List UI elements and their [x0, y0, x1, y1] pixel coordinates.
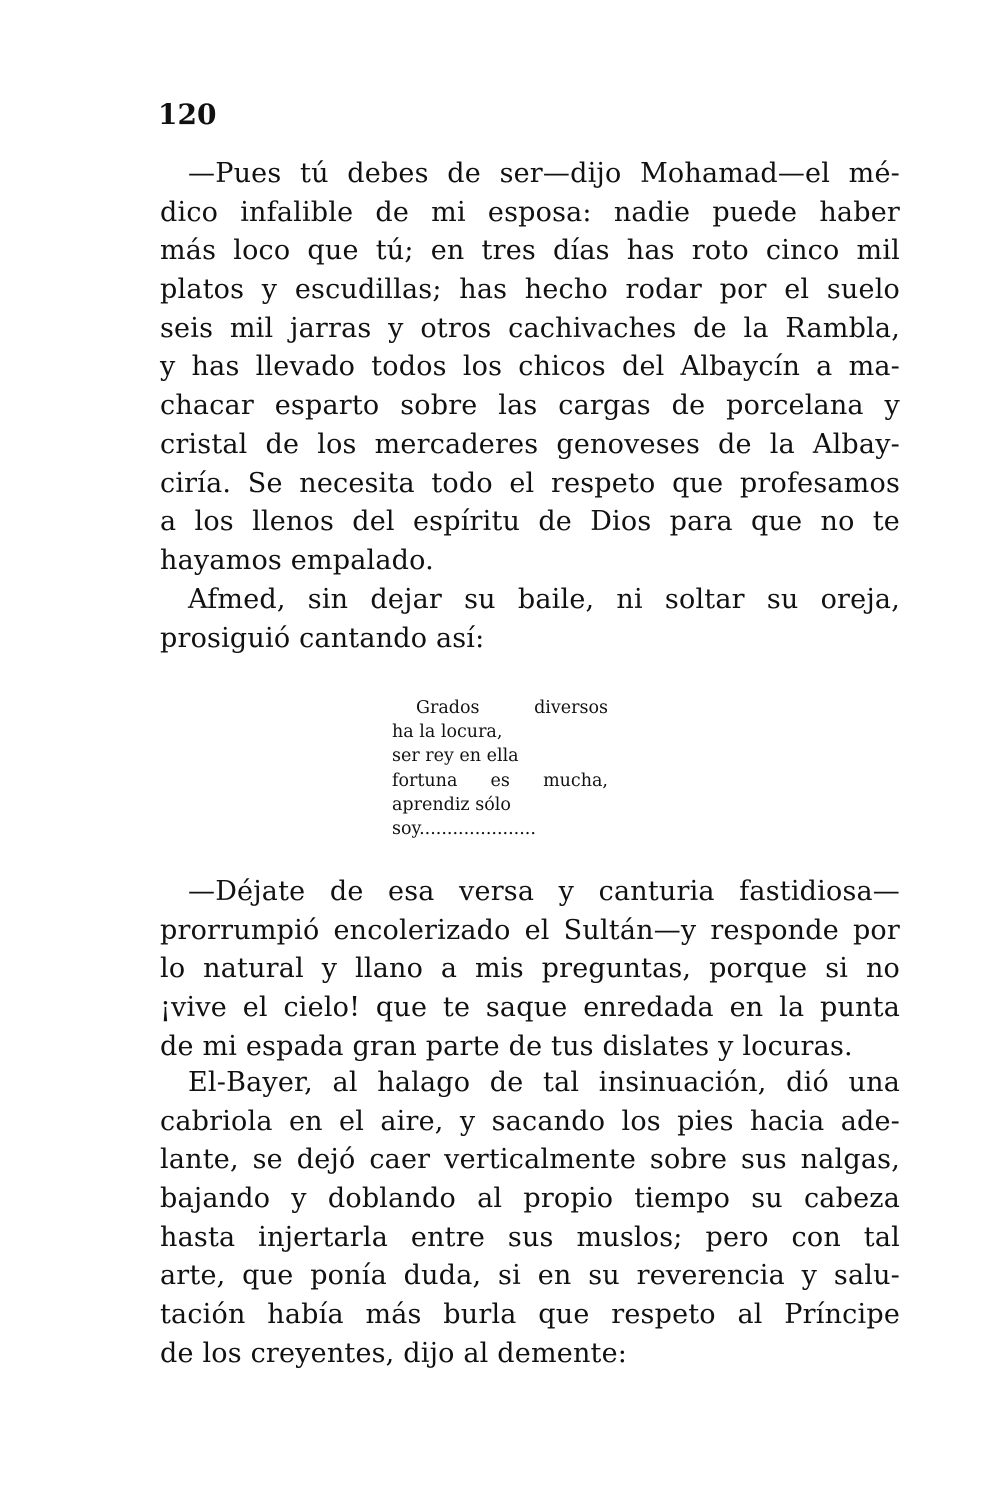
- text-line: a los llenos del espíritu de Dios para que no te: [160, 506, 900, 538]
- text-line: ciría. Se necesita todo el respeto que profesamos: [160, 467, 900, 499]
- text-line: platos y escudillas; has hecho rodar por el suelo: [160, 274, 900, 306]
- text-line: chacar esparto sobre las cargas de porcelana y: [160, 390, 900, 422]
- verse-line: Grados diversos: [416, 698, 608, 718]
- verse-line: fortuna es mucha,: [392, 770, 608, 791]
- text-line: arte, que ponía duda, si en su reverencia y salu-: [160, 1260, 900, 1292]
- verse-line: soy.....................: [392, 818, 536, 839]
- paragraph-mohamad: [160, 155, 900, 581]
- text-line: prorrumpió encolerizado el Sultán—y responde por: [160, 914, 900, 946]
- text-line: hasta injertarla entre sus muslos; pero con tal: [160, 1221, 900, 1253]
- paragraph-el-bayer: [160, 1064, 900, 1374]
- text-line: de los creyentes, dijo al demente:: [160, 1337, 628, 1369]
- text-line: prosiguió cantando así:: [160, 622, 485, 654]
- text-line: El-Bayer, al halago de tal insinuación, dió una: [188, 1067, 900, 1098]
- text-line: —Pues tú debes de ser—dijo Mohamad—el mé-: [188, 158, 900, 189]
- verse-line: aprendiz sólo: [392, 794, 511, 815]
- text-line: lo natural y llano a mis preguntas, porque si no: [160, 953, 900, 985]
- text-line: Afmed, sin dejar su baile, ni soltar su oreja,: [188, 584, 900, 615]
- verse-line: ha la locura,: [392, 722, 503, 743]
- text-line: más loco que tú; en tres días has roto cinco mil: [160, 235, 900, 267]
- text-line: seis mil jarras y otros cachivaches de la Rambla,: [160, 312, 900, 344]
- paragraph-afmed: [160, 581, 900, 658]
- text-line: cabriola en el aire, y sacando los pies hacia ade-: [160, 1105, 900, 1137]
- text-line: bajando y doblando al propio tiempo su cabeza: [160, 1183, 900, 1215]
- text-line: de mi espada gran parte de tus dislates y locuras.: [160, 1030, 853, 1062]
- verse-block: [392, 696, 608, 841]
- text-line: hayamos empalado.: [160, 544, 434, 576]
- text-line: y has llevado todos los chicos del Albaycín a ma-: [160, 351, 900, 383]
- text-line: tación había más burla que respeto al Príncipe: [160, 1299, 900, 1331]
- text-line: lante, se dejó caer verticalmente sobre sus nalgas,: [160, 1144, 900, 1176]
- text-line: —Déjate de esa versa y canturia fastidiosa—: [188, 876, 900, 907]
- text-line: cristal de los mercaderes genoveses de la Albay-: [160, 428, 900, 460]
- paragraph-dejate: [160, 873, 900, 1066]
- text-line: ¡vive el cielo! que te saque enredada en la punta: [160, 992, 900, 1024]
- page-number: 120: [158, 98, 217, 131]
- text-line: dico infalible de mi esposa: nadie puede haber: [160, 196, 900, 228]
- verse-line: ser rey en ella: [392, 746, 519, 767]
